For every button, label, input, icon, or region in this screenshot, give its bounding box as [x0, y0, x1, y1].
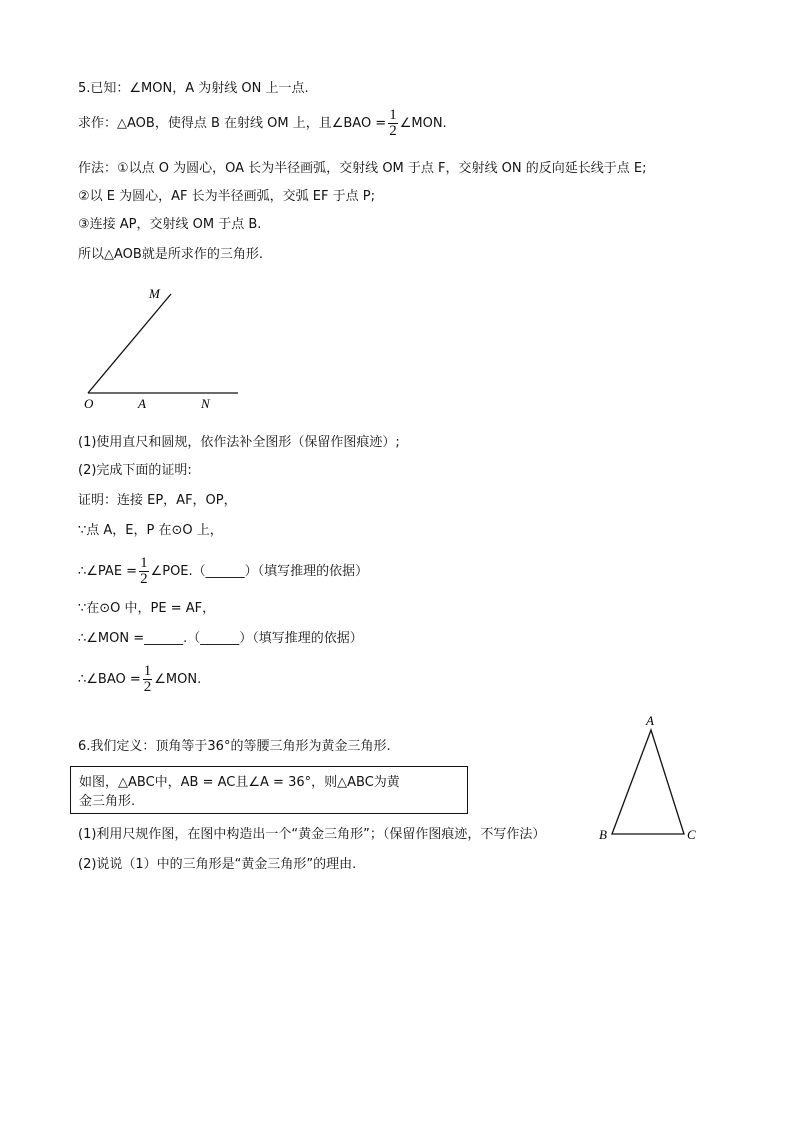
- q6-part1: (1)利用尺规作图，在图中构造出一个“黄金三角形”；（保留作图痕迹，不写作法）: [78, 827, 546, 842]
- q5-task: [78, 108, 447, 139]
- q5-conclusion: 所以△AOB就是所求作的三角形.: [78, 247, 263, 262]
- q6-box-line2: 金三角形.: [79, 794, 136, 809]
- q5-task-fraction: $\frac{1}{2}$: [389, 107, 397, 139]
- q6-part2: (2)说说（1）中的三角形是“黄金三角形”的理由.: [78, 857, 357, 872]
- q6-definition: 6.我们定义：顶角等于36°的等腰三角形为黄金三角形.: [78, 739, 391, 754]
- q6-triangle-figure: [596, 710, 706, 845]
- proof6-text: ∴∠BAO =: [78, 672, 141, 687]
- proof3-fraction: $\frac{1}{2}$: [140, 555, 148, 587]
- q5-method-step1: 作法：①以点 O 为圆心，OA 长为半径画弧，交射线 OM 于点 F，交射线 ON 的反向延长线于点 E;: [78, 161, 647, 176]
- proof3-text-end: ∠POE.（______）（填写推理的依据）: [150, 564, 369, 579]
- q5-proof-line1: 证明：连接 EP，AF，OP，: [78, 493, 237, 508]
- proof6-fraction: $\frac{1}{2}$: [143, 663, 152, 695]
- q5-task-text-end: ∠MON.: [399, 116, 447, 131]
- label-a: A: [138, 396, 146, 411]
- q5-given: 5.已知：∠MON，A 为射线 ON 上一点.: [78, 81, 309, 96]
- triangle-abc: [612, 730, 684, 834]
- q5-task-text: 求作：△AOB，使得点 B 在射线 OM 上，且∠BAO =: [78, 116, 387, 131]
- label-n: N: [201, 396, 210, 411]
- ray-om: [88, 294, 171, 393]
- q5-proof-line6: [78, 664, 201, 695]
- proof6-text-end: ∠MON.: [154, 672, 202, 687]
- q5-angle-figure: [75, 284, 255, 414]
- label-c: C: [687, 827, 696, 842]
- label-o: O: [84, 396, 94, 411]
- q6-box-line1: 如图，△ABC中，AB = AC且∠A = 36°，则△ABC为黄: [79, 775, 400, 790]
- q5-proof-line2: ∵点 A，E，P 在⊙O 上，: [78, 523, 223, 538]
- label-b: B: [599, 827, 607, 842]
- q5-method-step2: ②以 E 为圆心，AF 长为半径画弧，交弧 EF 于点 P;: [78, 189, 375, 204]
- q6-info-box: [70, 766, 468, 814]
- q5-part2: (2)完成下面的证明:: [78, 463, 192, 478]
- q5-proof-line5: ∴∠MON =______.（______）（填写推理的依据）: [78, 631, 363, 646]
- label-a: A: [646, 713, 654, 728]
- q5-part1: (1)使用直尺和圆规，依作法补全图形（保留作图痕迹）;: [78, 435, 400, 450]
- q5-proof-line3: [78, 556, 368, 587]
- q5-proof-line4: ∵在⊙O 中，PE = AF，: [78, 601, 216, 616]
- q5-method-step3: ③连接 AP，交射线 OM 于点 B.: [78, 217, 262, 232]
- label-m: M: [149, 286, 160, 301]
- proof3-text: ∴∠PAE =: [78, 564, 138, 579]
